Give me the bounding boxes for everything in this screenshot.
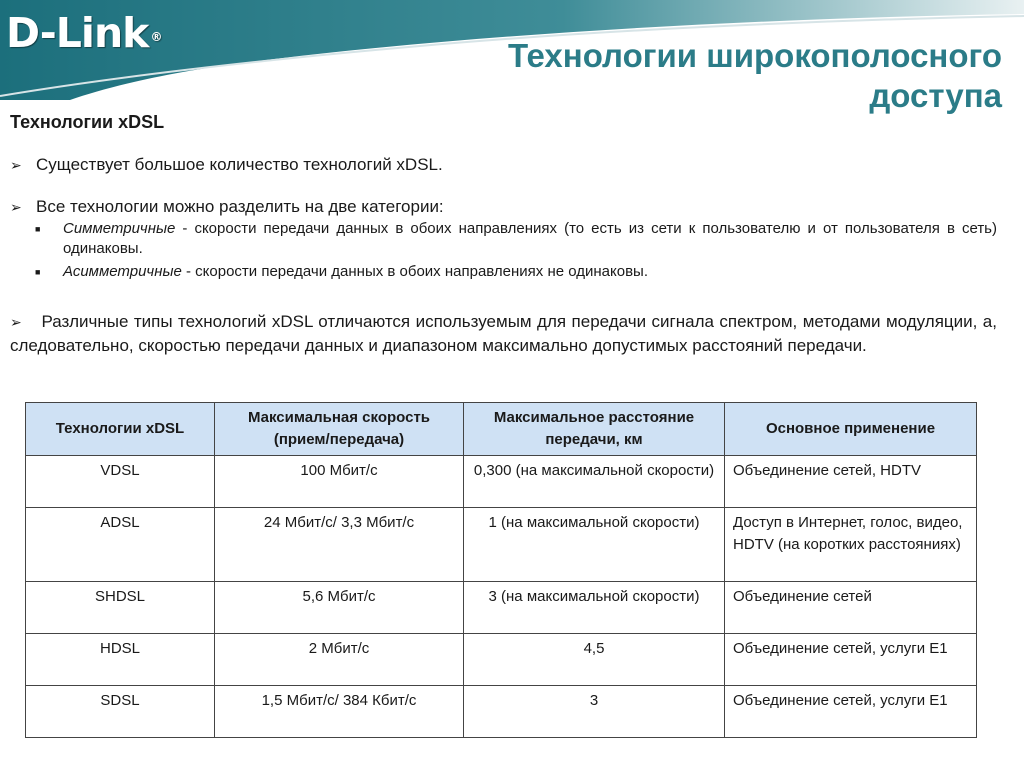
square-bullet-icon: ■ bbox=[35, 267, 41, 277]
column-header: Основное применение bbox=[725, 403, 977, 456]
cell-technology: SDSL bbox=[26, 686, 215, 738]
cell-speed: 5,6 Мбит/с bbox=[215, 582, 464, 634]
category-text: - скорости передачи данных в обоих направлениях не одинаковы. bbox=[181, 263, 649, 280]
table-row bbox=[26, 456, 977, 508]
table-row bbox=[26, 686, 977, 738]
category-item bbox=[35, 262, 997, 282]
title-line-2: доступа bbox=[869, 77, 1002, 114]
cell-speed: 1,5 Мбит/с/ 384 Кбит/с bbox=[215, 686, 464, 738]
section-heading: Технологии xDSL bbox=[10, 112, 165, 132]
arrow-bullet-icon: ➢ bbox=[10, 314, 22, 330]
category-term: Симметричные bbox=[63, 220, 176, 237]
column-header: Максимальная скорость (прием/передача) bbox=[215, 403, 464, 456]
cell-distance: 3 bbox=[464, 686, 725, 738]
column-header: Максимальное расстояние передачи, км bbox=[464, 403, 725, 456]
cell-distance: 4,5 bbox=[464, 634, 725, 686]
paragraph-text: Различные типы технологий xDSL отличаются используемым для передачи сигнала спектром, методами модуляции, а, следовательно, скоростью передачи данных и диапазоном максимально допустимых расстояний передачи. bbox=[10, 312, 997, 355]
cell-usage: Объединение сетей bbox=[725, 582, 977, 634]
cell-speed: 100 Мбит/с bbox=[215, 456, 464, 508]
column-header: Технологии xDSL bbox=[26, 403, 215, 456]
cell-speed: 2 Мбит/с bbox=[215, 634, 464, 686]
bullet-text: Все технологии можно разделить на две категории: bbox=[36, 197, 444, 216]
category-term: Асимметричные bbox=[63, 263, 182, 280]
category-text: - скорости передачи данных в обоих направлениях (то есть из сети к пользователю и от пользователя в сеть) одинаковы. bbox=[63, 220, 997, 257]
bullet-text: Существует большое количество технологий xDSL. bbox=[36, 155, 443, 174]
xdsl-table bbox=[25, 402, 977, 738]
cell-technology: HDSL bbox=[26, 634, 215, 686]
cell-technology: SHDSL bbox=[26, 582, 215, 634]
title-line-1: Технологии широкополосного bbox=[507, 37, 1002, 74]
cell-distance: 1 (на максимальной скорости) bbox=[464, 508, 725, 582]
table-row bbox=[26, 634, 977, 686]
square-bullet-icon: ■ bbox=[35, 224, 41, 234]
cell-technology: ADSL bbox=[26, 508, 215, 582]
description-paragraph bbox=[10, 310, 997, 357]
bullet-item bbox=[10, 154, 443, 176]
cell-usage: Объединение сетей, услуги E1 bbox=[725, 686, 977, 738]
arrow-bullet-icon: ➢ bbox=[10, 157, 22, 173]
logo-text: D-Link bbox=[6, 9, 149, 57]
category-item bbox=[35, 219, 997, 259]
arrow-bullet-icon: ➢ bbox=[10, 199, 22, 215]
cell-usage: Объединение сетей, HDTV bbox=[725, 456, 977, 508]
slide-title bbox=[342, 36, 1002, 116]
cell-speed: 24 Мбит/с/ 3,3 Мбит/с bbox=[215, 508, 464, 582]
cell-usage: Доступ в Интернет, голос, видео, HDTV (на коротких расстояниях) bbox=[725, 508, 977, 582]
dlink-logo bbox=[6, 8, 162, 58]
cell-distance: 0,300 (на максимальной скорости) bbox=[464, 456, 725, 508]
table-row bbox=[26, 582, 977, 634]
cell-distance: 3 (на максимальной скорости) bbox=[464, 582, 725, 634]
registered-mark: ® bbox=[150, 30, 162, 44]
cell-technology: VDSL bbox=[26, 456, 215, 508]
bullet-item bbox=[10, 196, 444, 218]
table-row bbox=[26, 508, 977, 582]
table-header-row bbox=[26, 403, 977, 456]
cell-usage: Объединение сетей, услуги E1 bbox=[725, 634, 977, 686]
